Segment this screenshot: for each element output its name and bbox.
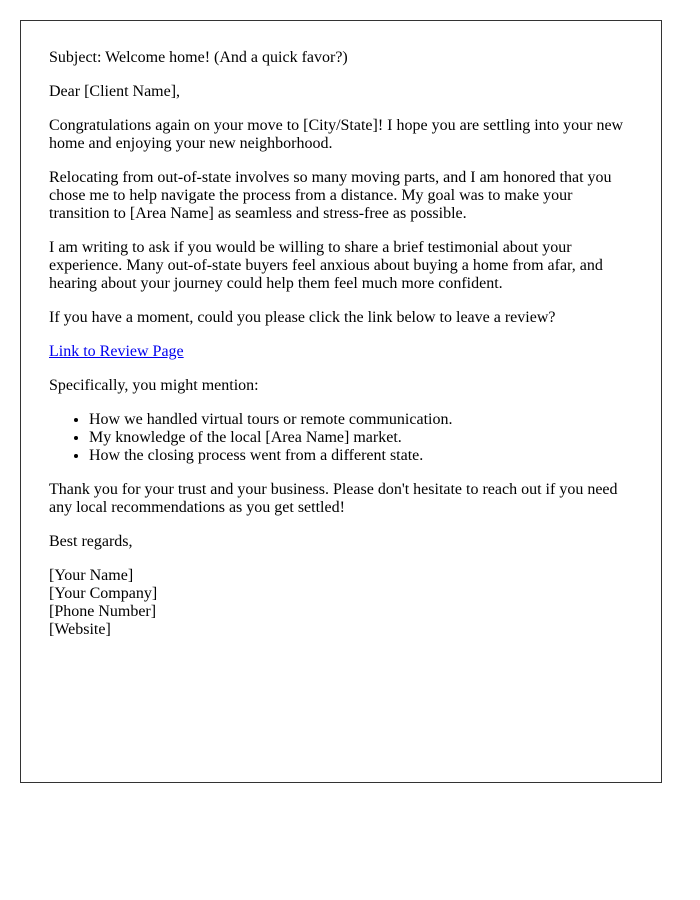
signature-company: [Your Company] bbox=[49, 585, 158, 602]
subject-line: Subject: Welcome home! (And a quick favor?) bbox=[49, 49, 348, 66]
greeting: Dear [Client Name], bbox=[49, 83, 181, 100]
paragraph-relocation: Relocating from out-of-state involves so many moving parts, and I am honored that you chose me to help navigate the process from a distance. My goal was to make your transition to [Area Name] as seamless and stress-free as possible. bbox=[49, 169, 612, 222]
review-link[interactable]: Link to Review Page bbox=[49, 343, 184, 360]
list-item: • How we handled virtual tours or remote communication. bbox=[89, 411, 634, 429]
mention-intro: Specifically, you might mention: bbox=[49, 377, 259, 394]
mention-list bbox=[49, 411, 634, 465]
paragraph-congratulations: Congratulations again on your move to [City/State]! I hope you are settling into your new home and enjoying your new neighborhood. bbox=[49, 117, 624, 152]
list-item: • My knowledge of the local [Area Name] market. bbox=[89, 429, 634, 447]
signature-website: [Website] bbox=[49, 621, 111, 638]
signature-phone: [Phone Number] bbox=[49, 603, 157, 620]
review-link-paragraph bbox=[49, 343, 634, 361]
closing-paragraph: Thank you for your trust and your business. Please don't hesitate to reach out if you need any local recommendations as you get settled! bbox=[49, 481, 618, 516]
signature-name: [Your Name] bbox=[49, 567, 134, 584]
paragraph-testimonial-request: I am writing to ask if you would be willing to share a brief testimonial about your experience. Many out-of-state buyers feel anxious about buying a home from afar, and hearing about your journey could help them feel much more confident. bbox=[49, 239, 603, 292]
paragraph-review-prompt: If you have a moment, could you please click the link below to leave a review? bbox=[49, 309, 556, 326]
letter-container bbox=[20, 20, 662, 783]
list-item: • How the closing process went from a different state. bbox=[89, 447, 634, 465]
signature-block bbox=[49, 567, 634, 639]
sign-off: Best regards, bbox=[49, 533, 133, 550]
